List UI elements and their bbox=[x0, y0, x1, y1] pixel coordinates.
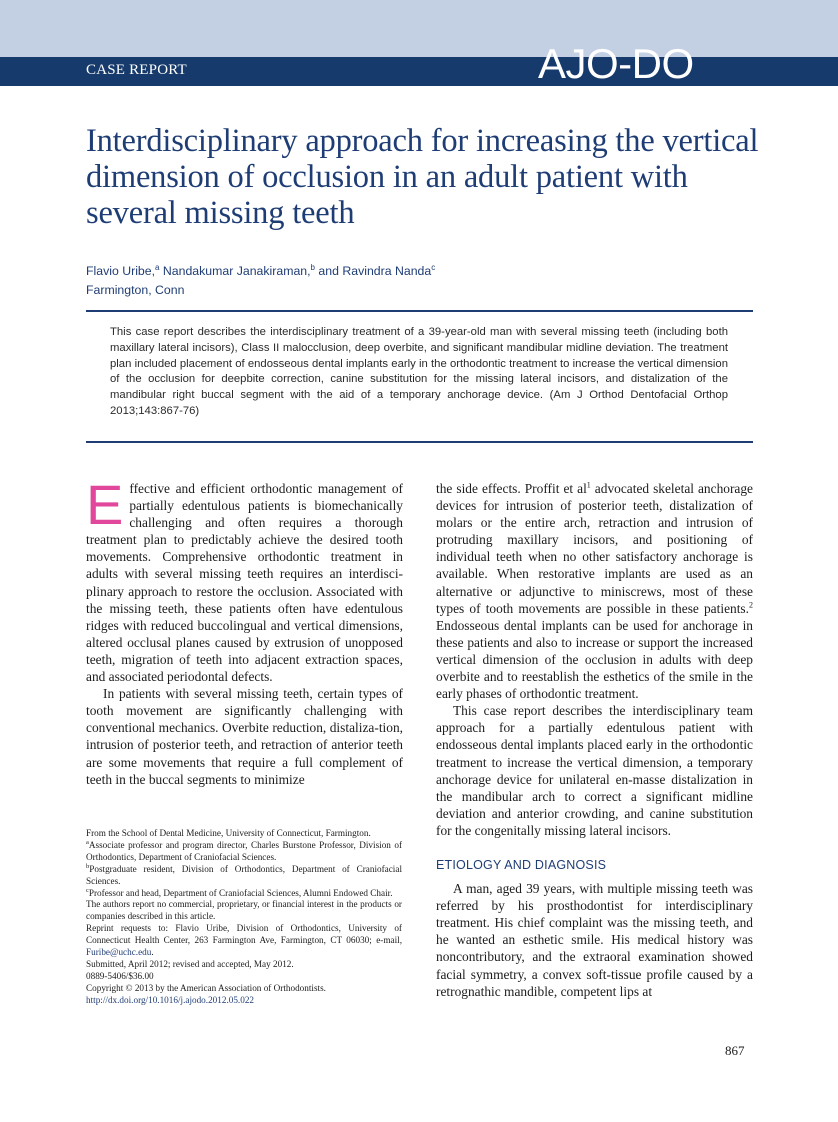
body-paragraph bbox=[436, 480, 753, 702]
article-title: Interdisciplinary approach for increasing the vertical dimension of occlusion in an adult patient with several missing teeth bbox=[86, 123, 759, 231]
section-label: CASE REPORT bbox=[86, 62, 187, 78]
footnotes bbox=[86, 828, 402, 1007]
left-column bbox=[86, 473, 403, 788]
footnote-school: From the School of Dental Medicine, University of Connecticut, Farmington. bbox=[86, 828, 371, 838]
author-affil-mark: b bbox=[310, 263, 315, 272]
journal-logo: AJO-DO bbox=[538, 40, 694, 87]
author-name: and Ravindra Nanda bbox=[318, 264, 432, 279]
abstract-top-rule bbox=[86, 310, 753, 312]
footnote-reprint: Reprint requests to: Flavio Uribe, Division of Orthodontics, University of Connecticut Health Center, 263 Farmington Ave, Farmington, CT 06030; e-mail, Furibe@uchc.edu. bbox=[86, 923, 402, 958]
email-link[interactable]: Furibe@uchc.edu bbox=[86, 947, 152, 958]
footnote-copyright: Copyright © 2013 by the American Association of Orthodontists. bbox=[86, 982, 326, 993]
citation-ref[interactable]: 2 bbox=[749, 600, 753, 610]
author-name: Flavio Uribe, bbox=[86, 264, 156, 279]
abstract: This case report describes the interdisciplinary treatment of a 39-year-old man with several missing teeth (including both maxillary lateral incisors), Class II malocclusion, deep overbite, and significant mandibular midline deviation. The treatment plan included placement of endosseous dental implants early in the orthodontic treatment to increase the vertical dimension of the occlusion for deepbite correction, canine substitution for the missing lateral incisors, and distalization of the mandibular right buccal segment with the aid of a temporary anchorage device. (Am J Orthod Dentofacial Orthop 2013;143:867-76) bbox=[110, 326, 728, 417]
paragraph-text: ffective and efficient orthodontic management of partially edentulous patients is biomechanically challenging and often requires a thorough treatment plan to predictably achieve the desired tooth movements. Comprehensive orthodontic treatment in adults with several missing teeth requires an interdisci-plinary approach to restore the occlusion. Associated with the missing teeth, these patients often have edentulous ridges with reduced buccolingual and vertical dimensions, altered occlusal planes caused by extrusion of unopposed teeth, migration of teeth into adjacent extraction spaces, and associated periodontal defects. bbox=[86, 481, 403, 685]
footnote-issn: 0889-5406/$36.00 bbox=[86, 970, 154, 981]
author-affil-mark: a bbox=[155, 263, 160, 272]
top-color-band bbox=[0, 0, 838, 57]
doi-link[interactable]: http://dx.doi.org/10.1016/j.ajodo.2012.05.022 bbox=[86, 994, 255, 1005]
intro-paragraph bbox=[86, 473, 403, 685]
footnote-b: $^b$Postgraduate resident, Division of Orthodontics, Department of Craniofacial Sciences. bbox=[86, 862, 402, 886]
body-paragraph: A man, aged 39 years, with multiple missing teeth was referred by his prosthodontist for interdisciplinary treatment. His chief complaint was the missing teeth, and he wanted an esthetic smile. His medical history was noncontributory, and the extraoral examination showed facial symmetry, a convex soft-tissue profile caused by a retrognathic mandible, competent lips at bbox=[436, 881, 753, 999]
footnote-c: $^c$Professor and head, Department of Craniofacial Sciences, Alumni Endowed Chair. bbox=[86, 886, 393, 898]
author-name: Nandakumar Janakiraman, bbox=[162, 264, 311, 279]
citation-ref[interactable]: 1 bbox=[586, 480, 591, 490]
paragraph-text: the side effects. Proffit et al bbox=[436, 481, 587, 496]
paragraph-text: advocated skeletal anchorage devices for intrusion of posterior teeth, distalization of molars or the entire arch, retraction and intrusion of protruding maxillary incisors, and positioning of individual teeth when no other satisfactory anchorage is available. When restorative implants are used as an alternative or adjunctive to miniscrews, most of these types of tooth movements are possible in these patients. bbox=[436, 481, 754, 616]
footnote-a: $^a$Associate professor and program director, Charles Burstone Professor, Division of Orthodontics, Department of Craniofacial Sciences. bbox=[86, 838, 402, 862]
author-location: Farmington, Conn bbox=[86, 283, 185, 297]
body-paragraph: In patients with several missing teeth, certain types of tooth movement are significantly challenging with conventional mechanics. Overbite reduction, distaliza-tion, intrusion of posterior teeth, and retraction of anterior teeth are some movements that require a full complement of teeth in the buccal segments to minimize bbox=[86, 686, 403, 787]
section-heading: ETIOLOGY AND DIAGNOSIS bbox=[436, 857, 607, 872]
right-column bbox=[436, 480, 753, 1000]
footnote-submitted: Submitted, April 2012; revised and accepted, May 2012. bbox=[86, 958, 294, 969]
author-list bbox=[86, 263, 435, 278]
footnote-interest: The authors report no commercial, proprietary, or financial interest in the products or companies described in this article. bbox=[86, 899, 402, 922]
abstract-bottom-rule bbox=[86, 441, 753, 443]
body-paragraph: This case report describes the interdisciplinary team approach for a partially edentulous patient with endosseous dental implants placed early in the orthodontic treatment to increase the vertical dimension, a temporary anchorage device for unilateral en-masse distalization in the mandibular arch to correct a significant midline deviation and anterior crowding, and canine substitution for the congenitally missing lateral incisors. bbox=[436, 703, 753, 838]
author-affil-mark: c bbox=[431, 263, 436, 272]
drop-cap: E bbox=[86, 473, 124, 536]
paragraph-text: Endosseous dental implants can be used for anchorage in these patients and also to increase or support the increased vertical dimension of the occlusion in adults with deep overbite and to reestablish the esthetics of the smile in the early phases of orthodontic treatment. bbox=[436, 617, 753, 702]
page-number: 867 bbox=[725, 1043, 745, 1058]
